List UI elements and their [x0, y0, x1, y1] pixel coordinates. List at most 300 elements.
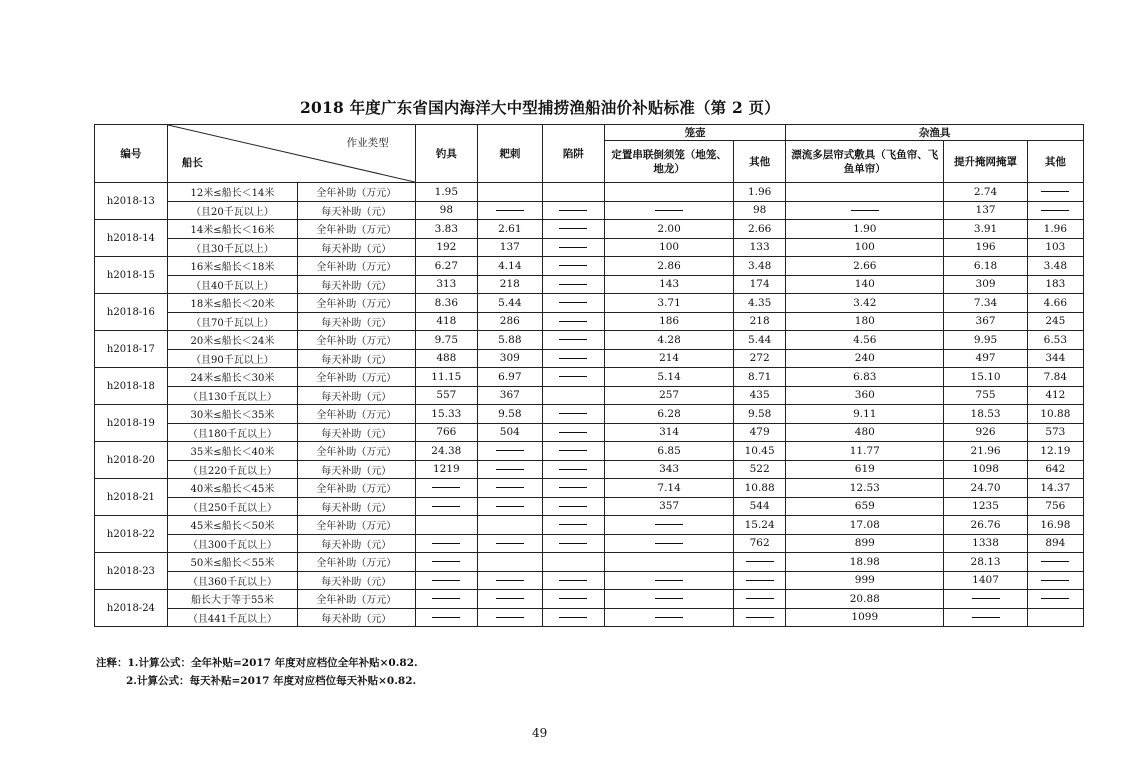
dash-mark: [559, 617, 587, 618]
cell-zamu-other: 10.88: [1027, 405, 1083, 424]
dash-mark: [559, 284, 587, 285]
cell-longhu-other: [734, 608, 786, 627]
unit-daily: 每天补助（元）: [297, 497, 415, 516]
cell-tisheng: 1235: [944, 497, 1027, 516]
diagonal-line: [168, 125, 415, 182]
cell-diaoju: 98: [415, 201, 477, 220]
row-power: （且441千瓦以上）: [167, 608, 297, 627]
table-row: [95, 386, 1084, 405]
cell-diaoju: 1219: [415, 460, 477, 479]
dash-mark: [559, 580, 587, 581]
cell-piaoliu: 9.11: [786, 405, 944, 424]
cell-diaoju: 418: [415, 312, 477, 331]
dash-mark: [496, 210, 524, 211]
cell-tisheng: 367: [944, 312, 1027, 331]
unit-daily: 每天补助（元）: [297, 608, 415, 627]
row-power: （且130千瓦以上）: [167, 386, 297, 405]
cell-piaoliu: 360: [786, 386, 944, 405]
table-row: [95, 294, 1084, 313]
cell-tisheng: 26.76: [944, 516, 1027, 535]
cell-diaoju: 24.38: [415, 442, 477, 461]
cell-piaoliu: 3.42: [786, 294, 944, 313]
cell-diaoju: 313: [415, 275, 477, 294]
cell-longhu-other: 544: [734, 497, 786, 516]
table-row: [95, 183, 1084, 202]
table-row: [95, 460, 1084, 479]
dash-mark: [559, 265, 587, 266]
dash-mark: [655, 598, 683, 599]
cell-diaoju: [415, 479, 477, 498]
cell-tisheng: 9.95: [944, 331, 1027, 350]
cell-xianjing: [542, 516, 604, 535]
cell-dingzhi: [605, 590, 734, 609]
cell-dingzhi: 6.85: [605, 442, 734, 461]
cell-diaoju: 557: [415, 386, 477, 405]
cell-bawang: 286: [478, 312, 543, 331]
cell-tisheng: 309: [944, 275, 1027, 294]
cell-zamu-other: [1027, 590, 1083, 609]
table-row: [95, 534, 1084, 553]
table-row: [95, 405, 1084, 424]
row-length: 24米≤船长＜30米: [167, 368, 297, 387]
header-zamu-other: 其他: [1027, 141, 1083, 183]
unit-annual: 全年补助（万元）: [297, 590, 415, 609]
cell-diaoju: 766: [415, 423, 477, 442]
cell-bawang: 309: [478, 349, 543, 368]
cell-piaoliu: 11.77: [786, 442, 944, 461]
cell-dingzhi: [605, 553, 734, 572]
cell-dingzhi: 7.14: [605, 479, 734, 498]
row-length: 20米≤船长＜24米: [167, 331, 297, 350]
cell-bawang: 6.97: [478, 368, 543, 387]
cell-longhu-other: [734, 590, 786, 609]
cell-zamu-other: 344: [1027, 349, 1083, 368]
row-code: h2018-17: [95, 331, 168, 368]
cell-longhu-other: 479: [734, 423, 786, 442]
header-zamu: 杂渔具: [786, 125, 1084, 141]
unit-annual: 全年补助（万元）: [297, 442, 415, 461]
row-code: h2018-16: [95, 294, 168, 331]
dash-mark: [1041, 580, 1069, 581]
cell-zamu-other: 573: [1027, 423, 1083, 442]
cell-tisheng: 926: [944, 423, 1027, 442]
cell-tisheng: 6.18: [944, 257, 1027, 276]
cell-bawang: 5.88: [478, 331, 543, 350]
cell-xianjing: [542, 312, 604, 331]
cell-xianjing: [542, 442, 604, 461]
row-length: 16米≤船长＜18米: [167, 257, 297, 276]
cell-diaoju: 192: [415, 238, 477, 257]
dash-mark: [972, 617, 1000, 618]
cell-piaoliu: 1099: [786, 608, 944, 627]
dash-mark: [559, 506, 587, 507]
cell-piaoliu: 20.88: [786, 590, 944, 609]
cell-diaoju: 11.15: [415, 368, 477, 387]
dash-mark: [559, 376, 587, 377]
dash-mark: [496, 617, 524, 618]
unit-annual: 全年补助（万元）: [297, 257, 415, 276]
row-power: （且180千瓦以上）: [167, 423, 297, 442]
cell-bawang: 2.61: [478, 220, 543, 239]
row-length: 40米≤船长＜45米: [167, 479, 297, 498]
dash-mark: [559, 432, 587, 433]
cell-diaoju: 9.75: [415, 331, 477, 350]
cell-bawang: [478, 553, 543, 572]
cell-piaoliu: 4.56: [786, 331, 944, 350]
dash-mark: [655, 524, 683, 525]
cell-longhu-other: 8.71: [734, 368, 786, 387]
cell-longhu-other: 10.88: [734, 479, 786, 498]
header-piaoliu: 漂流多层帘式敷具（飞鱼帘、飞鱼单帘）: [786, 141, 944, 183]
cell-tisheng: 2.74: [944, 183, 1027, 202]
cell-piaoliu: 480: [786, 423, 944, 442]
row-code: h2018-20: [95, 442, 168, 479]
header-job-type: 作业类型: [346, 137, 389, 149]
cell-tisheng: [944, 590, 1027, 609]
notes: [96, 654, 418, 690]
header-ship-length: 船长: [181, 157, 203, 169]
table-row: [95, 497, 1084, 516]
cell-piaoliu: 2.66: [786, 257, 944, 276]
cell-dingzhi: 2.00: [605, 220, 734, 239]
cell-zamu-other: 894: [1027, 534, 1083, 553]
cell-piaoliu: 18.98: [786, 553, 944, 572]
dash-mark: [1041, 561, 1069, 562]
dash-mark: [1041, 210, 1069, 211]
cell-dingzhi: 6.28: [605, 405, 734, 424]
unit-daily: 每天补助（元）: [297, 201, 415, 220]
cell-dingzhi: [605, 516, 734, 535]
cell-piaoliu: 6.83: [786, 368, 944, 387]
unit-annual: 全年补助（万元）: [297, 405, 415, 424]
cell-piaoliu: 180: [786, 312, 944, 331]
dash-mark: [496, 543, 524, 544]
subsidy-table: [94, 124, 1084, 627]
cell-xianjing: [542, 201, 604, 220]
cell-xianjing: [542, 405, 604, 424]
cell-zamu-other: [1027, 608, 1083, 627]
cell-xianjing: [542, 220, 604, 239]
cell-longhu-other: [734, 571, 786, 590]
unit-daily: 每天补助（元）: [297, 534, 415, 553]
cell-diaoju: 15.33: [415, 405, 477, 424]
dash-mark: [432, 487, 460, 488]
cell-diaoju: 3.83: [415, 220, 477, 239]
unit-annual: 全年补助（万元）: [297, 220, 415, 239]
cell-longhu-other: 4.35: [734, 294, 786, 313]
cell-dingzhi: 343: [605, 460, 734, 479]
cell-diaoju: [415, 534, 477, 553]
table-row: [95, 201, 1084, 220]
cell-bawang: [478, 201, 543, 220]
row-power: （且300千瓦以上）: [167, 534, 297, 553]
row-length: 30米≤船长＜35米: [167, 405, 297, 424]
unit-annual: 全年补助（万元）: [297, 331, 415, 350]
cell-tisheng: 1098: [944, 460, 1027, 479]
cell-xianjing: [542, 590, 604, 609]
cell-tisheng: 7.34: [944, 294, 1027, 313]
dash-mark: [559, 321, 587, 322]
dash-mark: [559, 302, 587, 303]
table-row: [95, 275, 1084, 294]
cell-dingzhi: 3.71: [605, 294, 734, 313]
cell-bawang: 9.58: [478, 405, 543, 424]
row-power: （且70千瓦以上）: [167, 312, 297, 331]
cell-bawang: 367: [478, 386, 543, 405]
cell-zamu-other: 103: [1027, 238, 1083, 257]
header-longhu: 笼壶: [605, 125, 786, 141]
unit-annual: 全年补助（万元）: [297, 553, 415, 572]
cell-piaoliu: 12.53: [786, 479, 944, 498]
table-row: [95, 257, 1084, 276]
cell-longhu-other: 133: [734, 238, 786, 257]
cell-longhu-other: 98: [734, 201, 786, 220]
cell-zamu-other: 245: [1027, 312, 1083, 331]
cell-bawang: [478, 608, 543, 627]
page-number: 49: [532, 726, 548, 740]
cell-dingzhi: [605, 571, 734, 590]
table-body: [95, 183, 1084, 627]
unit-daily: 每天补助（元）: [297, 312, 415, 331]
row-power: （且90千瓦以上）: [167, 349, 297, 368]
unit-annual: 全年补助（万元）: [297, 183, 415, 202]
dash-mark: [746, 617, 774, 618]
cell-xianjing: [542, 534, 604, 553]
cell-xianjing: [542, 294, 604, 313]
row-code: h2018-23: [95, 553, 168, 590]
unit-daily: 每天补助（元）: [297, 386, 415, 405]
row-code: h2018-24: [95, 590, 168, 627]
cell-piaoliu: 140: [786, 275, 944, 294]
document-title: 2018 年度广东省国内海洋大中型捕捞渔船油价补贴标准（第 2 页）: [300, 98, 780, 117]
header-bawang: 耙刺: [478, 125, 543, 183]
cell-tisheng: 24.70: [944, 479, 1027, 498]
cell-zamu-other: 412: [1027, 386, 1083, 405]
cell-bawang: 218: [478, 275, 543, 294]
cell-tisheng: [944, 608, 1027, 627]
table-row: [95, 608, 1084, 627]
cell-bawang: [478, 571, 543, 590]
dash-mark: [559, 487, 587, 488]
cell-xianjing: [542, 386, 604, 405]
cell-zamu-other: 7.84: [1027, 368, 1083, 387]
cell-dingzhi: 186: [605, 312, 734, 331]
dash-mark: [432, 598, 460, 599]
row-length: 35米≤船长＜40米: [167, 442, 297, 461]
cell-piaoliu: [786, 183, 944, 202]
cell-longhu-other: 1.96: [734, 183, 786, 202]
cell-longhu-other: 3.48: [734, 257, 786, 276]
unit-annual: 全年补助（万元）: [297, 294, 415, 313]
row-power: （且20千瓦以上）: [167, 201, 297, 220]
cell-bawang: [478, 590, 543, 609]
cell-tisheng: 497: [944, 349, 1027, 368]
unit-daily: 每天补助（元）: [297, 238, 415, 257]
dash-mark: [851, 210, 879, 211]
dash-mark: [746, 580, 774, 581]
dash-mark: [496, 469, 524, 470]
table-row: [95, 331, 1084, 350]
row-power: （且360千瓦以上）: [167, 571, 297, 590]
cell-zamu-other: [1027, 201, 1083, 220]
cell-tisheng: 21.96: [944, 442, 1027, 461]
unit-annual: 全年补助（万元）: [297, 479, 415, 498]
table-row: [95, 312, 1084, 331]
dash-mark: [1041, 598, 1069, 599]
dash-mark: [496, 487, 524, 488]
cell-diaoju: [415, 497, 477, 516]
cell-xianjing: [542, 331, 604, 350]
cell-diaoju: 6.27: [415, 257, 477, 276]
cell-tisheng: 28.13: [944, 553, 1027, 572]
cell-xianjing: [542, 608, 604, 627]
cell-bawang: [478, 534, 543, 553]
cell-xianjing: [542, 497, 604, 516]
cell-diaoju: [415, 571, 477, 590]
cell-zamu-other: 4.66: [1027, 294, 1083, 313]
cell-zamu-other: 1.96: [1027, 220, 1083, 239]
cell-dingzhi: 100: [605, 238, 734, 257]
header-xianjing: 陷阱: [542, 125, 604, 183]
cell-xianjing: [542, 238, 604, 257]
table-row: [95, 442, 1084, 461]
cell-zamu-other: 642: [1027, 460, 1083, 479]
cell-diaoju: [415, 516, 477, 535]
row-power: （且40千瓦以上）: [167, 275, 297, 294]
cell-tisheng: 3.91: [944, 220, 1027, 239]
table-row: [95, 516, 1084, 535]
cell-bawang: 5.44: [478, 294, 543, 313]
cell-diaoju: [415, 553, 477, 572]
cell-xianjing: [542, 257, 604, 276]
dash-mark: [559, 524, 587, 525]
cell-longhu-other: [734, 553, 786, 572]
dash-mark: [655, 617, 683, 618]
dash-mark: [559, 469, 587, 470]
cell-bawang: [478, 497, 543, 516]
row-power: （且250千瓦以上）: [167, 497, 297, 516]
cell-bawang: [478, 183, 543, 202]
unit-daily: 每天补助（元）: [297, 275, 415, 294]
cell-diaoju: 1.95: [415, 183, 477, 202]
cell-longhu-other: 10.45: [734, 442, 786, 461]
cell-diaoju: [415, 590, 477, 609]
cell-bawang: 4.14: [478, 257, 543, 276]
dash-mark: [496, 506, 524, 507]
cell-diaoju: 8.36: [415, 294, 477, 313]
cell-xianjing: [542, 349, 604, 368]
row-code: h2018-15: [95, 257, 168, 294]
cell-zamu-other: 183: [1027, 275, 1083, 294]
cell-longhu-other: 272: [734, 349, 786, 368]
cell-dingzhi: 2.86: [605, 257, 734, 276]
dash-mark: [432, 617, 460, 618]
dash-mark: [972, 598, 1000, 599]
cell-dingzhi: 257: [605, 386, 734, 405]
cell-zamu-other: 12.19: [1027, 442, 1083, 461]
cell-piaoliu: 999: [786, 571, 944, 590]
cell-longhu-other: 218: [734, 312, 786, 331]
dash-mark: [559, 228, 587, 229]
dash-mark: [655, 580, 683, 581]
cell-zamu-other: [1027, 183, 1083, 202]
cell-tisheng: 755: [944, 386, 1027, 405]
cell-tisheng: 18.53: [944, 405, 1027, 424]
table-row: [95, 238, 1084, 257]
cell-longhu-other: 522: [734, 460, 786, 479]
cell-zamu-other: 16.98: [1027, 516, 1083, 535]
cell-dingzhi: [605, 201, 734, 220]
cell-zamu-other: 756: [1027, 497, 1083, 516]
header-longhu-other: 其他: [734, 141, 786, 183]
cell-tisheng: 15.10: [944, 368, 1027, 387]
unit-daily: 每天补助（元）: [297, 460, 415, 479]
row-length: 12米≤船长＜14米: [167, 183, 297, 202]
cell-bawang: [478, 479, 543, 498]
cell-longhu-other: 435: [734, 386, 786, 405]
row-code: h2018-19: [95, 405, 168, 442]
header-diaoju: 钓具: [415, 125, 477, 183]
table-row: [95, 553, 1084, 572]
cell-xianjing: [542, 423, 604, 442]
cell-dingzhi: 4.28: [605, 331, 734, 350]
dash-mark: [496, 598, 524, 599]
cell-bawang: [478, 442, 543, 461]
row-length: 船长大于等于55米: [167, 590, 297, 609]
cell-bawang: 137: [478, 238, 543, 257]
dash-mark: [655, 210, 683, 211]
cell-longhu-other: 762: [734, 534, 786, 553]
note-2: 2.计算公式：每天补贴=2017 年度对应档位每天补贴×0.82.: [126, 675, 417, 687]
cell-xianjing: [542, 460, 604, 479]
unit-annual: 全年补助（万元）: [297, 516, 415, 535]
dash-mark: [432, 506, 460, 507]
cell-xianjing: [542, 553, 604, 572]
row-power: （且220千瓦以上）: [167, 460, 297, 479]
cell-piaoliu: 1.90: [786, 220, 944, 239]
dash-mark: [746, 598, 774, 599]
cell-bawang: 504: [478, 423, 543, 442]
header-tisheng: 提升掩网掩罩: [944, 141, 1027, 183]
cell-piaoliu: [786, 201, 944, 220]
cell-xianjing: [542, 479, 604, 498]
cell-piaoliu: 659: [786, 497, 944, 516]
cell-xianjing: [542, 275, 604, 294]
table-row: [95, 571, 1084, 590]
cell-bawang: [478, 460, 543, 479]
dash-mark: [432, 561, 460, 562]
header-diagonal-cell: [167, 125, 415, 183]
cell-diaoju: 488: [415, 349, 477, 368]
header-code: 编号: [95, 125, 168, 183]
dash-mark: [1041, 191, 1069, 192]
cell-tisheng: 137: [944, 201, 1027, 220]
cell-dingzhi: [605, 534, 734, 553]
note-1: 注释：1.计算公式：全年补贴=2017 年度对应档位全年补贴×0.82.: [96, 657, 418, 669]
cell-longhu-other: 9.58: [734, 405, 786, 424]
cell-dingzhi: 357: [605, 497, 734, 516]
dash-mark: [559, 450, 587, 451]
cell-tisheng: 1407: [944, 571, 1027, 590]
cell-piaoliu: 17.08: [786, 516, 944, 535]
cell-zamu-other: 14.37: [1027, 479, 1083, 498]
row-code: h2018-18: [95, 368, 168, 405]
row-length: 45米≤船长＜50米: [167, 516, 297, 535]
row-code: h2018-13: [95, 183, 168, 220]
cell-dingzhi: [605, 608, 734, 627]
dash-mark: [559, 210, 587, 211]
header-dingzhi: 定置串联倒须笼（地笼、地龙）: [605, 141, 734, 183]
